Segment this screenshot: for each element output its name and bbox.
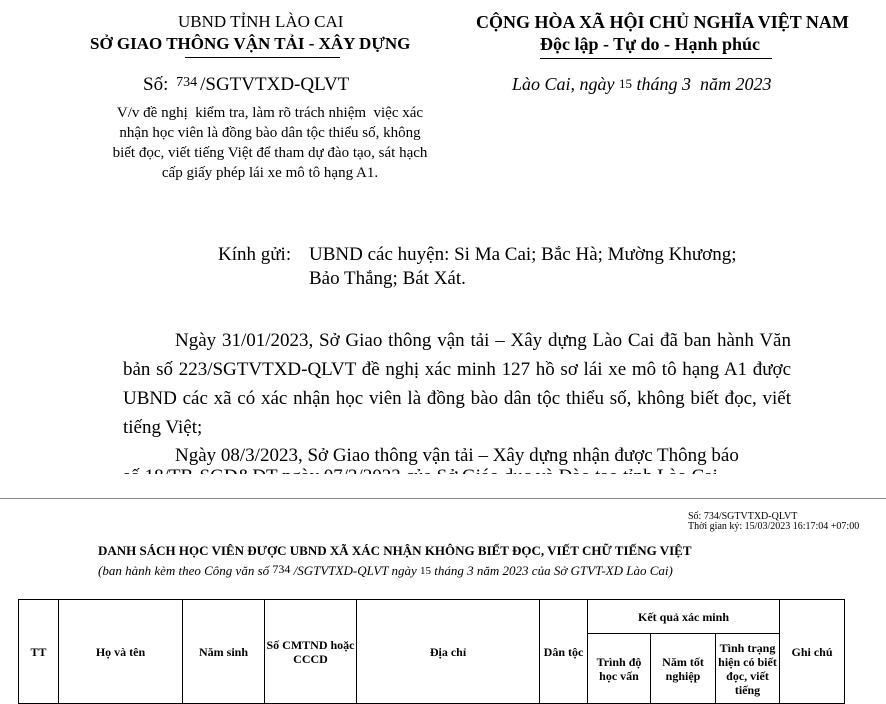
recipients-line-1: UBND các huyện: Si Ma Cai; Bắc Hà; Mường Khương; (309, 244, 737, 265)
subject-line: nhận học viên là đồng bào dân tộc thiểu số, không (119, 125, 421, 141)
header-graduation-year: Năm tốt nghiệp (651, 634, 716, 704)
header-note: Ghi chú (780, 600, 845, 704)
subject-block (70, 103, 470, 183)
subject-line: V/v đề nghị kiểm tra, làm rõ trách nhiệm việc xác (116, 105, 424, 121)
recipients-line-2: Bảo Thắng; Bát Xát. (309, 268, 466, 289)
header-ethnicity: Dân tộc (540, 600, 588, 704)
header-birth-year: Năm sinh (183, 600, 265, 704)
motto-underline (540, 58, 772, 59)
subtitle-part-b: /SGTVTXD-QLVT ngày (293, 563, 417, 578)
kinh-gui-label: Kính gửi: (218, 244, 292, 265)
subject-line: biết đọc, viết tiếng Việt để tham dự đào tạo, sát hạch (112, 145, 428, 161)
header-literacy-status: Tình trạng hiện có biết đọc, viết tiếng (716, 634, 780, 704)
agency-parent: UBND TỈNH LÀO CAI (178, 12, 344, 31)
header-tt: TT (19, 600, 59, 704)
header-address: Địa chỉ (357, 600, 540, 704)
header-education: Trình độ học vấn (588, 634, 651, 704)
header-id-number: Số CMTND hoặc CCCD (265, 600, 357, 704)
list-subtitle (98, 563, 673, 579)
header-verification-result: Kết quả xác minh (588, 600, 780, 634)
body-paragraph-2: Ngày 08/3/2023, Sở Giao thông vận tải – Xây dựng nhận được Thông báo (175, 445, 739, 466)
signature-stamp-number: Số: 734/SGTVTXD-QLVT (688, 511, 798, 522)
number-prefix: Số: (143, 74, 169, 95)
attachment-page (0, 498, 886, 699)
date-day: 15 (619, 76, 633, 91)
number-value: 734 (176, 75, 198, 90)
national-motto: Độc lập - Tự do - Hạnh phúc (540, 34, 761, 54)
document-number (143, 74, 349, 96)
agency-underline (185, 57, 340, 58)
agency-name: SỞ GIAO THÔNG VẬN TẢI - XÂY DỰNG (90, 34, 411, 53)
student-list-table (18, 599, 845, 704)
subtitle-part-c: tháng 3 năm 2023 của Sở GTVT-XD Lào Cai) (434, 563, 673, 578)
list-title: DANH SÁCH HỌC VIÊN ĐƯỢC UBND XÃ XÁC NHẬN KHÔNG BIẾT ĐỌC, VIẾT CHỮ TIẾNG VIỆT (98, 543, 692, 558)
subtitle-part-a: (ban hành kèm theo Công văn số (98, 563, 270, 578)
signature-stamp-time: Thời gian ký: 15/03/2023 16:17:04 +07:00 (688, 521, 860, 532)
date-prefix: Lào Cai, ngày (512, 74, 615, 94)
date-suffix: tháng 3 năm 2023 (636, 74, 772, 94)
number-suffix: /SGTVTXD-QLVT (200, 74, 350, 95)
subtitle-number: 734 (272, 562, 291, 576)
national-title: CỘNG HÒA XÃ HỘI CHỦ NGHĨA VIỆT NAM (476, 12, 849, 32)
page-gap (0, 474, 886, 498)
subject-line: cấp giấy phép lái xe mô tô hạng A1. (161, 165, 379, 181)
subtitle-day: 15 (420, 565, 432, 577)
issue-date (512, 74, 772, 95)
body-paragraph-1: Ngày 31/01/2023, Sở Giao thông vận tải – Xây dựng Lào Cai đã ban hành Văn bản số 223/SGTVTXD-QLVT đề nghị xác minh 127 hồ sơ lái xe mô tô hạng A1 được UBND các xã có xác nhận học viên là đồng bào dân tộc thiểu số, không biết đọc, viết tiếng Việt; (123, 330, 791, 438)
header-name: Họ và tên (59, 600, 183, 704)
